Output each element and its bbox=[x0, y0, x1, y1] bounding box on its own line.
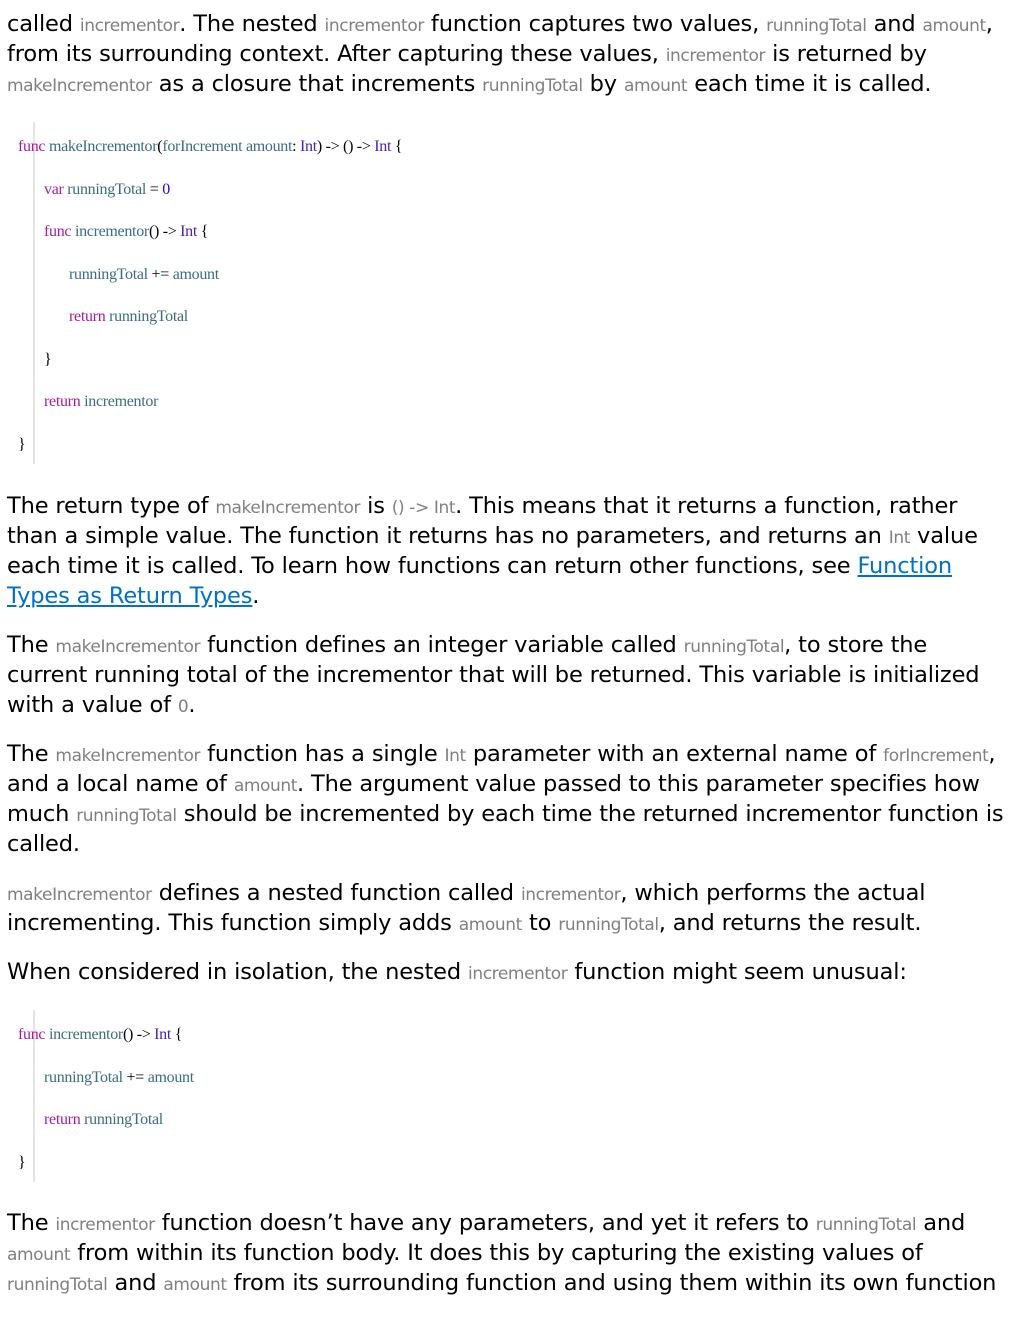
code-line: func incrementor() -> Int { bbox=[44, 223, 209, 240]
inline-code: runningTotal bbox=[766, 16, 867, 36]
text-line: with a value of 0. bbox=[7, 692, 196, 718]
inline-code: runningTotal bbox=[558, 915, 659, 935]
inline-code: incrementor bbox=[665, 46, 766, 66]
code-line: return incrementor bbox=[44, 393, 159, 410]
text-line: The makeIncrementor function defines an integer variable called runningTotal, to store the bbox=[7, 632, 928, 658]
text-line: much runningTotal should be incremented by each time the returned incrementor function is bbox=[7, 801, 1004, 827]
code-line: func incrementor() -> Int { bbox=[18, 1026, 183, 1043]
text-line: Types as Return Types. bbox=[7, 583, 260, 609]
inline-code: runningTotal bbox=[7, 1275, 108, 1295]
text-line: makeIncrementor defines a nested function called incrementor, which performs the actual bbox=[7, 880, 926, 906]
function-types-link[interactable]: Function bbox=[857, 553, 952, 579]
inline-code: Int bbox=[444, 746, 466, 766]
text-line: When considered in isolation, the nested incrementor function might seem unusual: bbox=[7, 959, 907, 985]
inline-code: incrementor bbox=[324, 16, 424, 36]
text-line: from its surrounding context. After capturing these values, incrementor is returned by bbox=[7, 41, 927, 67]
inline-code: amount bbox=[623, 76, 688, 96]
inline-code: makeIncrementor bbox=[55, 637, 201, 657]
inline-code: runningTotal bbox=[815, 1215, 917, 1235]
code-line: } bbox=[18, 436, 26, 453]
inline-code: amount bbox=[7, 1245, 71, 1265]
inline-code: incrementor bbox=[520, 885, 621, 905]
inline-code: runningTotal bbox=[76, 806, 177, 826]
text-line: amount from within its function body. It does this by capturing the existing values of bbox=[7, 1240, 923, 1266]
text-line: makeIncrementor as a closure that increments runningTotal by amount each time it is called. bbox=[7, 71, 932, 97]
code-line: return runningTotal bbox=[44, 1111, 163, 1128]
text-line: called incrementor. The nested incrementor function captures two values, runningTotal and amount, bbox=[7, 11, 993, 37]
inline-code: Int bbox=[888, 528, 911, 548]
text-line: The return type of makeIncrementor is () -> Int. This means that it returns a function, rather bbox=[7, 493, 958, 519]
text-line: than a simple value. The function it returns has no parameters, and returns an Int value bbox=[7, 523, 978, 549]
text-line: runningTotal and amount from its surrounding function and using them within its own function bbox=[7, 1270, 997, 1296]
text-line: current running total of the incrementor that will be returned. This variable is initialized bbox=[7, 662, 980, 688]
text-line: each time it is called. To learn how functions can return other functions, see Function bbox=[7, 553, 952, 579]
code-line: return runningTotal bbox=[69, 308, 188, 325]
inline-code: amount bbox=[922, 16, 986, 36]
inline-code: runningTotal bbox=[683, 637, 785, 657]
function-types-link-continued[interactable]: Types as Return Types bbox=[7, 583, 253, 609]
inline-code: forIncrement bbox=[883, 746, 989, 766]
code-line: var runningTotal = 0 bbox=[44, 181, 170, 198]
inline-code: () -> Int bbox=[391, 498, 456, 518]
code-line: func makeIncrementor(forIncrement amount: Int) -> () -> Int { bbox=[18, 138, 403, 155]
inline-code: makeIncrementor bbox=[215, 498, 361, 518]
inline-code: incrementor bbox=[79, 16, 180, 36]
inline-code: 0 bbox=[177, 697, 189, 717]
inline-code: makeIncrementor bbox=[55, 746, 201, 766]
inline-code: incrementor bbox=[55, 1215, 155, 1235]
inline-code: amount bbox=[458, 915, 522, 935]
text-line: called. bbox=[7, 831, 80, 857]
code-block-make-incrementor bbox=[33, 122, 1015, 464]
inline-code: amount bbox=[163, 1275, 227, 1295]
text-line: The makeIncrementor function has a single Int parameter with an external name of forIncrement, bbox=[7, 741, 996, 767]
inline-code: makeIncrementor bbox=[7, 76, 152, 96]
inline-code: makeIncrementor bbox=[7, 885, 152, 905]
code-line: } bbox=[18, 1154, 26, 1171]
inline-code: incrementor bbox=[468, 964, 568, 984]
inline-code: runningTotal bbox=[482, 76, 583, 96]
code-line: runningTotal += amount bbox=[44, 1069, 194, 1086]
text-line: and a local name of amount. The argument value passed to this parameter specifies how bbox=[7, 771, 980, 797]
code-line: } bbox=[44, 351, 52, 368]
code-line: runningTotal += amount bbox=[69, 266, 219, 283]
text-line: incrementing. This function simply adds amount to runningTotal, and returns the result. bbox=[7, 910, 922, 936]
inline-code: amount bbox=[233, 776, 298, 796]
text-line: The incrementor function doesn’t have any parameters, and yet it refers to runningTotal and bbox=[7, 1210, 966, 1236]
